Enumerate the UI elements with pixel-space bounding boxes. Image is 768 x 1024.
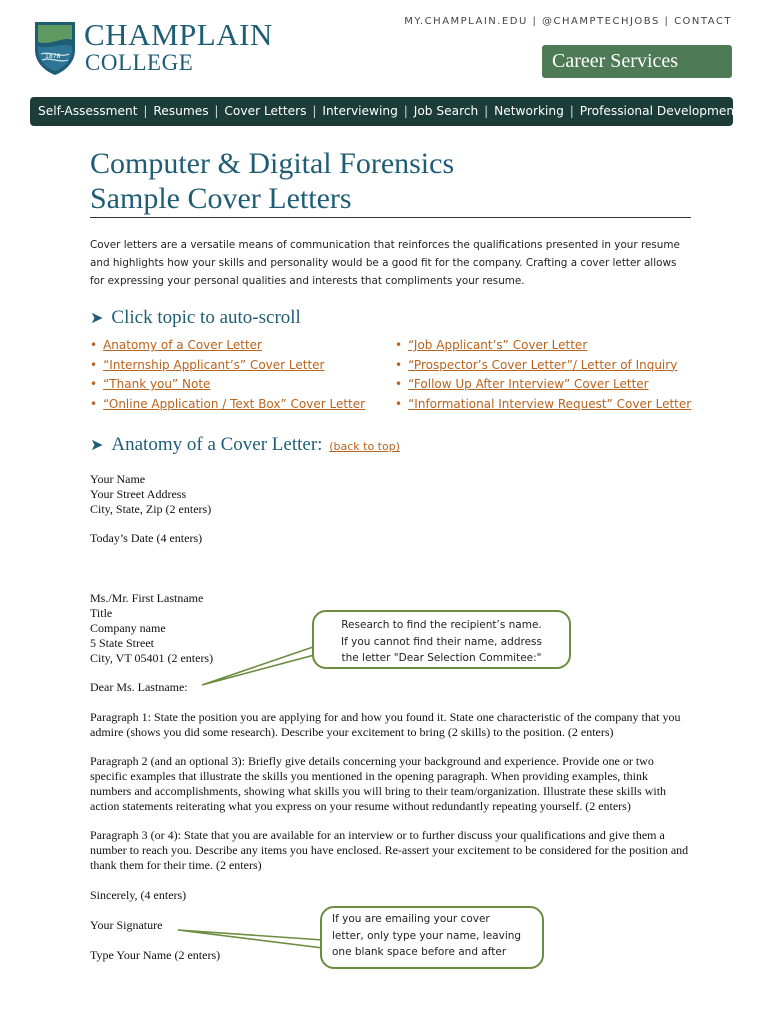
title-line2: Sample Cover Letters [90,182,352,215]
sender-line: Your Street Address [90,487,187,501]
link-contact[interactable]: CONTACT [674,16,732,27]
arrow-bullet-icon: ➤ [90,437,104,454]
link-champtechjobs[interactable]: @CHAMPTECHJOBS [542,16,660,27]
callout-line: the letter "Dear Selection Commitee:" [341,652,542,664]
nav-networking[interactable]: Networking [494,104,564,118]
paragraph-1: Paragraph 1: State the position you are applying for and how you found it. State one characteristic of the company that you admire (shows you did some research). Describe your excitement to bring (2 skills) to the position. (2 enters) [90,710,681,739]
topic-link-prospector[interactable]: “Prospector’s Cover Letter”/ Letter of Inquiry [408,357,678,372]
callout-line: one blank space before and after [332,946,507,958]
shield-year: 1878 [45,53,61,60]
arrow-bullet-icon: ➤ [90,310,104,327]
recipient-line: 5 State Street [90,636,154,650]
topic-item: • “Follow Up After Interview” Cover Letter [395,377,649,392]
anatomy-heading-text: Anatomy of a Cover Letter: [111,434,323,455]
callout-recipient-name [312,610,571,669]
sender-line: Your Name [90,472,146,486]
topic-link-internship[interactable]: “Internship Applicant’s” Cover Letter [103,357,325,372]
nav-cover-letters[interactable]: Cover Letters [224,104,307,118]
recipient-line: Title [90,606,113,620]
topic-item: • “Prospector’s Cover Letter”/ Letter of Inquiry [395,357,678,372]
callout-line: If you cannot find their name, address [341,635,542,648]
topic-link-informational-interview[interactable]: “Informational Interview Request” Cover Letter [408,396,692,411]
back-to-top-link[interactable]: (back to top) [329,440,400,453]
typed-name-line: Type Your Name (2 enters) [90,948,221,962]
nav-job-search[interactable]: Job Search [413,104,479,118]
paragraph-3: Paragraph 3 (or 4): State that you are available for an interview or to further discuss your qualifications and give them a number to reach you. Describe any items you have enclosed. Re-assert your excitement to be considered for the position and thank them for their time. (2 enters) [90,828,689,872]
topic-link-anatomy[interactable]: Anatomy of a Cover Letter [103,338,262,352]
logo-wordmark-line1: CHAMPLAIN [84,17,273,52]
paragraph-2: Paragraph 2 (and an optional 3): Briefly give details concerning your background and experience. Provide one or two specific examples that illustrate the skills you mentioned in the opening paragraph. When providing examples, think numbers and accomplishments, showing what skills you will bring to their team/organization. Illustrate these skills with action statements reiterating what you express on your resume without redundantly repeating yourself. (2 enters) [90,754,667,813]
callout-emailing [320,906,544,969]
topic-link-follow-up[interactable]: “Follow Up After Interview” Cover Letter [408,377,649,392]
topic-item: • “Thank you” Note [90,377,211,392]
topic-item: • “Internship Applicant’s” Cover Letter [90,357,325,372]
link-my-champlain[interactable]: MY.CHAMPLAIN.EDU [404,16,528,27]
sender-line: City, State, Zip (2 enters) [90,502,212,516]
topic-link-job-applicant[interactable]: “Job Applicant’s” Cover Letter [408,338,588,352]
recipient-line: Company name [90,621,166,635]
topic-link-online-application[interactable]: “Online Application / Text Box” Cover Letter [103,396,366,411]
callout-line: Research to find the recipient’s name. [341,619,542,631]
nav-professional-development[interactable]: Professional Development [579,104,739,118]
logo-wordmark-line2: COLLEGE [85,50,194,75]
title-line1: Computer & Digital Forensics [90,147,455,180]
main-nav: Self-Assessment | Resumes | Cover Letters | Interviewing | Job Search | Networking | Professional Development [30,97,733,126]
topic-item: • Anatomy of a Cover Letter [90,338,262,352]
signature-line: Your Signature [90,918,163,932]
career-services-banner: Career Services [542,45,732,78]
letter-date: Today’s Date (4 enters) [90,531,203,545]
top-links: MY.CHAMPLAIN.EDU | @CHAMPTECHJOBS | CONTACT [404,16,732,27]
nav-self-assessment[interactable]: Self-Assessment [38,104,138,118]
callout-line: If you are emailing your cover [332,913,490,925]
callout-2-pointer [178,930,323,948]
nav-interviewing[interactable]: Interviewing [322,104,398,118]
topic-item: • “Job Applicant’s” Cover Letter [395,338,588,352]
topic-link-thank-you[interactable]: “Thank you” Note [103,377,211,392]
callout-1-pointer [202,646,318,685]
intro-paragraph: Cover letters are a versatile means of communication that reinforces the qualifications presented in your resume and highlights how your skills and personality would be a good fit for the company. Crafting a cover letter allows for expressing your personal qualities and interests that compliments your resume. [90,239,680,287]
recipient-line: City, VT 05401 (2 enters) [90,651,214,665]
topic-item: • “Online Application / Text Box” Cover Letter [90,396,366,411]
recipient-line: Ms./Mr. First Lastname [90,591,204,605]
salutation: Dear Ms. Lastname: [90,680,188,694]
callout-line: letter, only type your name, leaving [332,929,522,942]
closing: Sincerely, (4 enters) [90,888,187,902]
topic-item: • “Informational Interview Request” Cover Letter [395,396,692,411]
nav-resumes[interactable]: Resumes [153,104,209,118]
topics-heading-text: Click topic to auto-scroll [111,307,301,328]
